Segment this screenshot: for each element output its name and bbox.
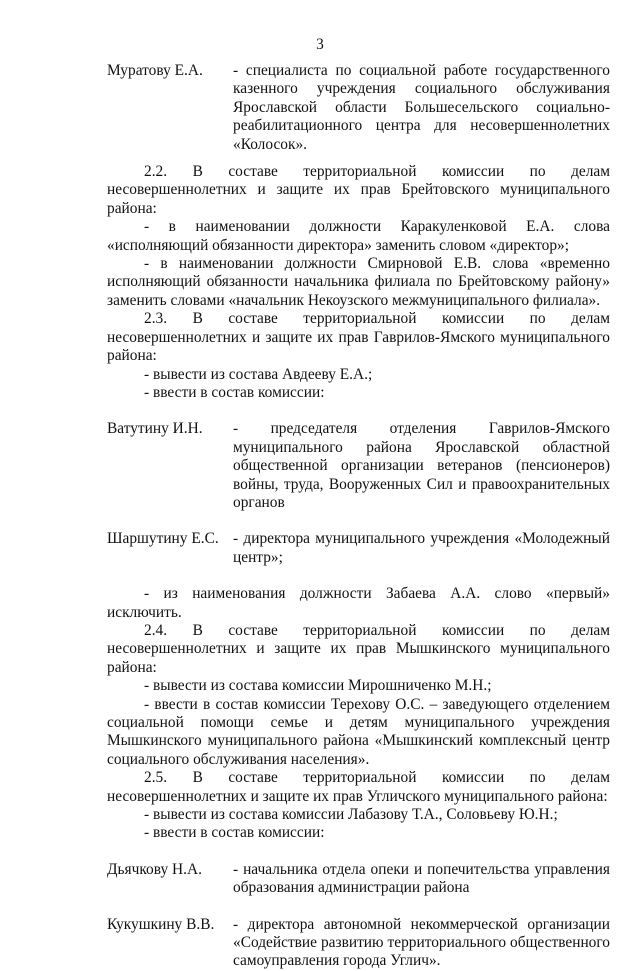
member-name: Шаршутину Е.С. [107, 530, 219, 548]
member-position: - директора муниципального учреждения «Молодежный центр»; [233, 530, 610, 566]
member-entry-vatutina [107, 420, 610, 512]
paragraph-2-3-item-a: - вывести из состава Авдееву Е.А.; [144, 365, 373, 383]
document-body [107, 62, 610, 971]
paragraph-2-4-item-b: - ввести в состав комиссии Терехову О.С. – заведующего отделением социальной помощи семье и детям муниципального учреждения Мышкинского муниципального района «Мышкинский комплексный центр социального обслуживания населения». [107, 695, 610, 768]
member-entry-sharshutina [107, 530, 610, 567]
paragraph-2-2-item-b: - в наименовании должности Смирновой Е.В. слова «временно исполняющий обязанности начальника филиала по Брейтовскому району» заменить словами «начальник Некоузского межмуниципального филиала». [107, 255, 610, 309]
paragraph-2-5-item-a: - вывести из состава комиссии Лабазову Т.А., Соловьеву Ю.Н.; [144, 806, 558, 824]
member-entry-kukushkina [107, 916, 610, 971]
member-position: - специалиста по социальной работе государственного казенного учреждения социального обслуживания Ярославской области Большесельского социально-реабилитационного центра для несовершеннолетних «Колосок». [233, 62, 610, 153]
member-entry-muratova [107, 62, 610, 154]
member-name: Дьячкову Н.А. [107, 860, 202, 878]
paragraph-2-5-item-b: - ввести в состав комиссии: [144, 824, 325, 842]
member-name: Ватутину И.Н. [107, 420, 203, 438]
paragraph-2-4: 2.4. В составе территориальной комиссии по делам несовершеннолетних и защите их прав Мышкинского муниципального района: [107, 621, 610, 676]
member-name: Кукушкину В.В. [107, 915, 215, 933]
paragraph-2-2-item-a: - в наименовании должности Каракуленковой Е.А. слова «исполняющий обязанности директора» заменить словом «директор»; [107, 218, 610, 254]
member-entry-dyachkova [107, 861, 610, 898]
paragraph-2-4-item-a: - вывести из состава комиссии Мирошниченко М.Н.; [144, 677, 492, 695]
member-position: - начальника отдела опеки и попечительства управления образования администрации района [233, 860, 610, 897]
member-position: - председателя отделения Гаврилов-Ямского муниципального района Ярославской областной общественной организации ветеранов (пенсионеров) войны, труда, Вооруженных Сил и правоохранительных органов [233, 420, 610, 511]
paragraph-2-5: 2.5. В составе территориальной комиссии по делам несовершеннолетних и защите их прав Угличского муниципального района: [107, 769, 610, 805]
member-name: Муратову Е.А. [107, 62, 203, 79]
paragraph-2-3: 2.3. В составе территориальной комиссии по делам несовершеннолетних и защите их прав Гаврилов-Ямского муниципального района: [107, 310, 610, 365]
paragraph-2-3-item-c: - из наименования должности Забаева А.А. слово «первый» исключить. [107, 585, 610, 621]
paragraph-2-2: 2.2. В составе территориальной комиссии по делам несовершеннолетних и защите их прав Брейтовского муниципального района: [107, 163, 610, 217]
page-number: 3 [316, 36, 324, 53]
paragraph-2-3-item-b: - ввести в состав комиссии: [144, 383, 325, 401]
member-position: - директора автономной некоммерческой организации «Содействие развитию территориального общественного самоуправления города Углич». [233, 915, 610, 970]
